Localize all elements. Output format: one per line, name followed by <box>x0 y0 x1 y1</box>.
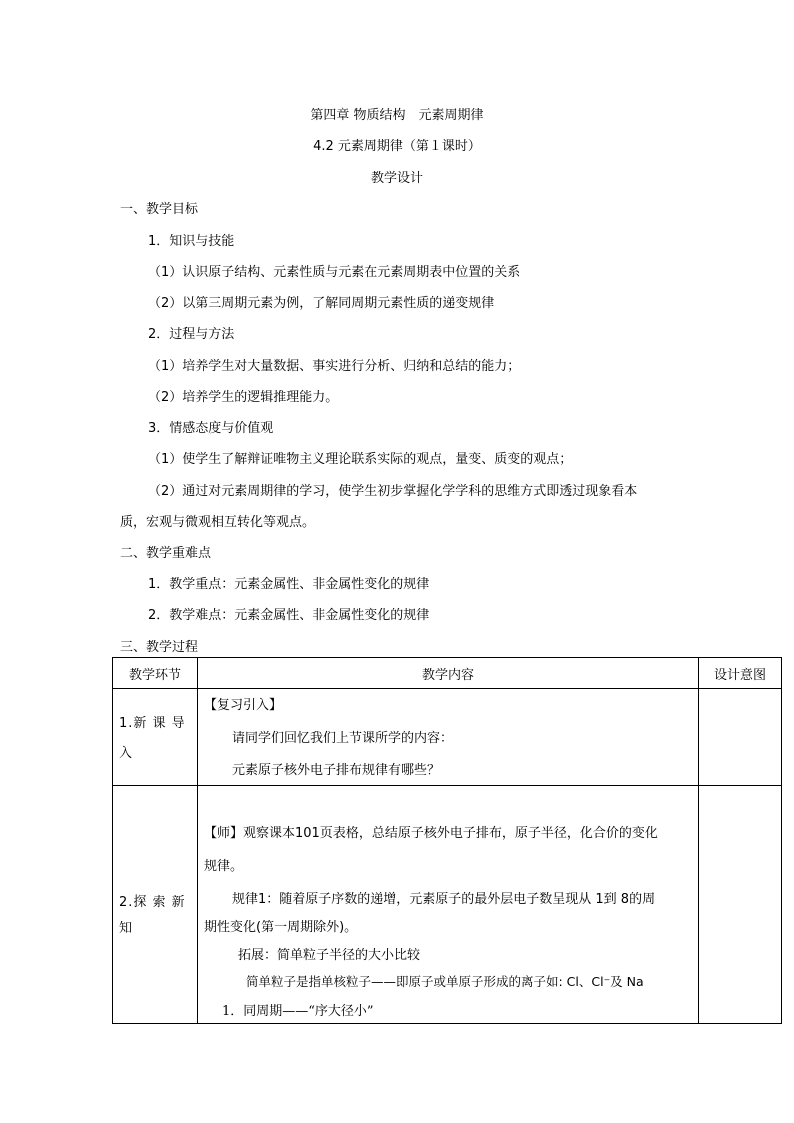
teaching-process-table <box>112 657 782 1024</box>
content-line: 1．同周期——“序大径小” <box>222 1004 374 1019</box>
content-line: 【师】观察课本101页表格，总结原子核外电子排布，原子半径，化合价的变化 <box>204 826 658 841</box>
knowledge-item: （2）以第三周期元素为例，了解同周期元素性质的递变规律 <box>148 296 495 311</box>
doc-type-title: 教学设计 <box>370 171 423 186</box>
attitude-title: 3．情感态度与价值观 <box>148 421 274 436</box>
objectives-heading: 一、教学目标 <box>120 202 199 217</box>
header-content: 教学内容 <box>198 658 699 689</box>
key-points-heading: 二、教学重难点 <box>120 546 212 561</box>
process-item: （2）培养学生的逻辑推理能力。 <box>148 390 339 405</box>
stage-cell <box>113 786 198 1024</box>
knowledge-title: 1．知识与技能 <box>148 234 235 249</box>
key-point-item: 2．教学难点：元素金属性、非金属性变化的规律 <box>148 608 430 623</box>
content-line: 规律1：随着原子序数的递增，元素原子的最外层电子数呈现从 1到 8的周 <box>232 892 656 907</box>
table-row <box>113 786 782 1024</box>
content-line: 请同学们回忆我们上节课所学的内容： <box>232 731 454 746</box>
content-line: 【复习引入】 <box>204 698 283 713</box>
content-line: 规律。 <box>204 859 244 874</box>
attitude-item: （1）使学生了解辩证唯物主义理论联系实际的观点，量变、质变的观点； <box>148 452 573 467</box>
content-cell <box>198 689 699 786</box>
stage-cell <box>113 689 198 786</box>
attitude-item-continued: 质，宏观与微观相互转化等观点。 <box>120 515 316 530</box>
process-item: （1）培养学生对大量数据、事实进行分析、归纳和总结的能力； <box>148 359 521 374</box>
section-title: 4.2 元素周期律（第１课时） <box>313 139 481 154</box>
stage-label-cont: 知 <box>119 921 134 936</box>
table-row <box>113 689 782 786</box>
content-cell <box>198 786 699 1024</box>
attitude-item: （2）通过对元素周期律的学习，使学生初步掌握化学学科的思维方式即透过现象看本 <box>148 484 638 499</box>
table-header-row <box>113 658 782 689</box>
process-heading: 三、教学过程 <box>120 640 199 655</box>
content-line: 拓展：简单粒子半径的大小比较 <box>238 948 421 963</box>
content-line: 元素原子核外电子排布规律有哪些？ <box>232 763 441 778</box>
intent-cell <box>699 689 782 786</box>
stage-label: 1.新 课 导 <box>119 716 186 731</box>
stage-label: 2.探 索 新 <box>119 895 186 910</box>
header-intent: 设计意图 <box>699 658 782 689</box>
content-line: 简单粒子是指单核粒子——即原子或单原子形成的离子如: Cl、Cl⁻及 Na <box>246 974 644 989</box>
process-title: 2．过程与方法 <box>148 327 235 342</box>
content-line: 期性变化(第一周期除外)。 <box>204 920 358 935</box>
knowledge-item: （1）认识原子结构、元素性质与元素在元素周期表中位置的关系 <box>148 265 521 280</box>
key-point-item: 1．教学重点：元素金属性、非金属性变化的规律 <box>148 577 430 592</box>
stage-label-cont: 入 <box>119 746 134 761</box>
chapter-title: 第四章 物质结构 元素周期律 <box>310 108 484 123</box>
header-stage: 教学环节 <box>113 658 198 689</box>
intent-cell <box>699 786 782 1024</box>
